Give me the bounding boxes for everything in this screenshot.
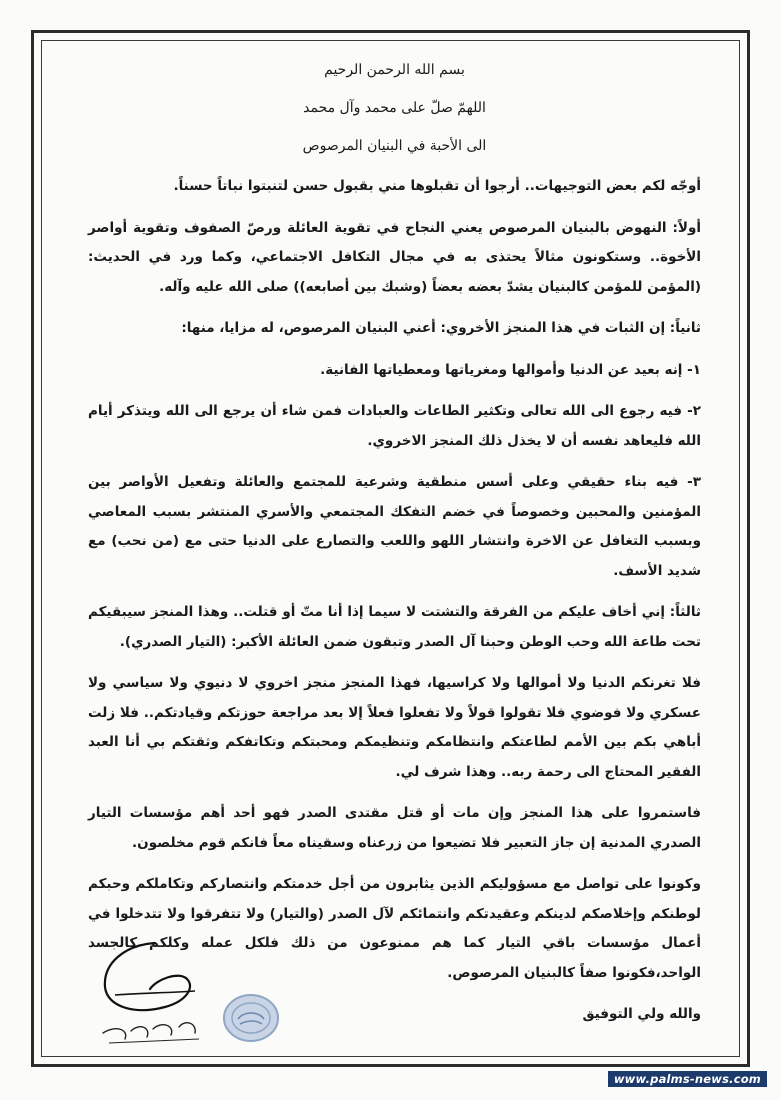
intro-paragraph: أوجّه لكم بعض التوجيهات.. أرجوا أن تقبلوها مني بقبول حسن لتنبتوا نباتاً حسناً.	[173, 178, 701, 194]
paragraph-third: ثالثاً: إني أخاف عليكم من الفرقة والتشتت لا سيما إذا أنا متّ أو قتلت.. وهذا المنجز سيبقيكم تحت طاعة الله وحب الوطن وحبنا آل الصدر وتبقون ضمن العائلة الأكبر: (التيار الصدري).	[88, 604, 701, 650]
point-one: ١- إنه بعيد عن الدنيا وأموالها ومغرياتها ومعطياتها الفانية.	[320, 361, 701, 378]
addressee-line: الى الأحبة في البنيان المرصوص	[302, 138, 487, 154]
paragraph-first: أولاً: النهوض بالبنيان المرصوص يعني النجاح في تقوية العائلة ورصّ الصفوف وتقوية أواصر الأخوة.. وستكونون مثالاً يحتذى به في مجال التكافل الاجتماعي، وكما ورد في الحديث: (المؤمن للمؤمن كالبنيان يشدّ بعضه بعضاً (وشبك بين أصابعه)) صلى الله عليه وآله.	[88, 219, 701, 295]
paragraph-communicate: وكونوا على تواصل مع مسؤوليكم الذين يثابرون من أجل خدمتكم وانتصاركم وتكاملكم وحبكم لوطنكم وإخلاصكم لدينكم وعقيدتكم وانتمائكم لآل الصدر (والتيار) ولا تتفرقوا ولا تتدخلوا في أعمال مؤسسات باقي التيار كما هم ممنوعون من ذلك فلكل عمله وكلكم كالجسد الواحد،فكونوا صفاً كالبنيان المرصوص.	[88, 876, 701, 981]
paragraph-second: ثانياً: إن الثبات في هذا المنجز الأخروي: أعني البنيان المرصوص، له مزايا، منها:	[181, 320, 701, 336]
letter-body	[88, 58, 701, 1030]
salawat-line: اللهمّ صلّ على محمد وآل محمد	[303, 100, 486, 116]
closing-line: والله ولي التوفيق	[582, 1006, 701, 1022]
handwritten-signature	[95, 935, 205, 1050]
basmala: بسم الله الرحمن الرحيم	[324, 62, 465, 78]
official-seal	[222, 993, 280, 1043]
point-two: ٢- فيه رجوع الى الله تعالى وتكثير الطاعات والعبادات فمن شاء أن يرجع الى الله ويتذكر أيام الله فليعاهد نفسه أن لا يخذل ذلك المنجز الاخروي.	[88, 403, 701, 449]
source-watermark: www.palms-news.com	[608, 1071, 767, 1087]
paragraph-continue: فاستمروا على هذا المنجز وإن مات أو قتل مقتدى الصدر فهو أحد أهم مؤسسات التيار الصدري المدنية إن جاز التعبير فلا تضيعوا من زرعناه وسقيناه معاً فانكم قوم مخلصون.	[88, 805, 701, 851]
paragraph-warning: فلا تغرنكم الدنيا ولا أموالها ولا كراسيها، فهذا المنجز منجز اخروي لا دنيوي ولا سياسي ولا عسكري ولا فوضوي فلا تقولوا قولاً ولا تفعلوا فعلاً إلا بعد مراجعة حوزتكم وقيادتكم.. فلا زلت أباهي بكم بين الأمم لطاعتكم وانتظامكم وتنظيمكم ومحبتكم وتكاتفكم وثقتكم بي أنا العبد الفقير المحتاج الى رحمة ربه.. وهذا شرف لي.	[88, 675, 701, 780]
point-three: ٣- فيه بناء حقيقي وعلى أسس منطقية وشرعية للمجتمع والعائلة وتفعيل الأواصر بين المؤمنين والمحبين وخصوصاً في خضم التفكك المجتمعي والأسري المنتشر بسبب المعاصي وبسبب التغافل عن الاخرة وانتشار اللهو واللعب والتصارع على الدنيا حتى مع (من نحب) مع شديد الأسف.	[88, 474, 701, 579]
